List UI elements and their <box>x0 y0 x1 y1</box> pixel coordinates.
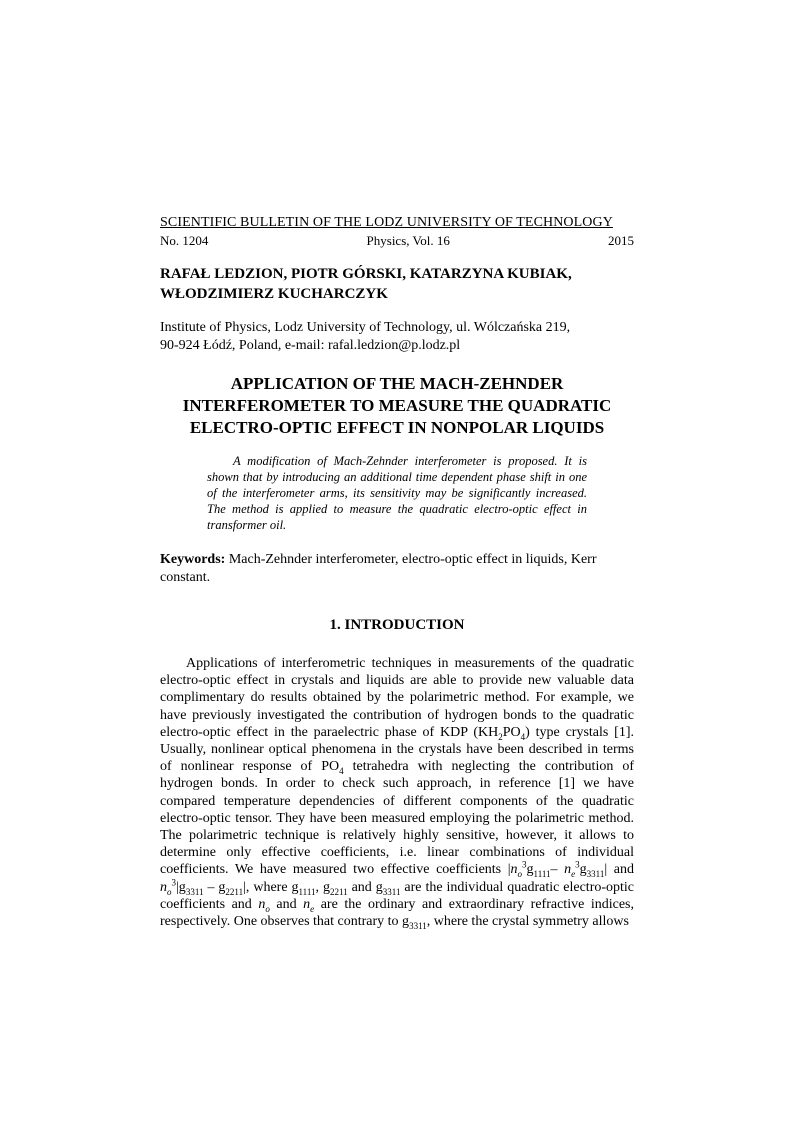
section-heading: 1. INTRODUCTION <box>329 617 465 633</box>
year: 2015 <box>608 233 634 248</box>
paper-title: APPLICATION OF THE MACH-ZEHNDER INTERFEROMETER TO MEASURE THE QUADRATIC ELECTRO-OPTIC EFFECT IN NONPOLAR LIQUIDS <box>182 374 612 437</box>
issue-number: No. 1204 <box>160 233 209 248</box>
journal-title: SCIENTIFIC BULLETIN OF THE LODZ UNIVERSITY OF TECHNOLOGY <box>160 215 613 230</box>
volume: Physics, Vol. 16 <box>366 233 450 248</box>
keywords-text: Mach-Zehnder interferometer, electro-optic effect in liquids, Kerr constant. <box>160 552 597 585</box>
keywords-label: Keywords: <box>160 552 226 567</box>
body-paragraph: Applications of interferometric techniques in measurements of the quadratic electro-optic effect in crystals and liquids are able to provide new valuable data complimentary do results obtained by the polarimetric method. For example, we have previously investigated the contribution of hydrogen bonds to the quadratic electro-optic effect in the paraelectric phase of KDP $(KH_2PO_4)$ type crystals [1]. Usually, nonlinear optical phenomena in the crystals have been described in terms of nonlinear response of $PO_4$ tetrahedra with neglecting the contribution of hydrogen bonds. In order to check such approach, in reference [1] we have compared temperature dependencies of different components of the quadratic electro-optic tensor. They have been measured employing the polarimetric method. The polarimetric technique is relatively highly sensitive, however, it allows to determine only effective coefficients, i.e. linear combinations of individual coefficients. We have measured two effective coefficients $|n_o^3g_{1111}-$ $n_e^3g_{3311}|$ and $n_o^3|g_{3311} - g_{2211}|$, where $g_{1111}$, $g_{2211}$ and $g_{3311}$ are the individual quadratic electro-optic coefficients and $n_o$ and $n_e$ are the ordinary and extraordinary refractive indices, respectively. One observes that contrary to $g_{3311}$, where the crystal symmetry allows <box>160 656 635 931</box>
page <box>160 214 634 930</box>
affiliation <box>160 319 634 355</box>
affiliation-line-1: Institute of Physics, Lodz University of Technology, ul. Wólczańska 219, <box>160 320 571 335</box>
affiliation-line-2: 90-924 Łódź, Poland, e-mail: rafal.ledzion@p.lodz.pl <box>160 338 461 353</box>
journal-info <box>160 232 634 250</box>
abstract: A modification of Mach-Zehnder interferometer is proposed. It is shown that by introducing an additional time dependent phase shift in one of the interferometer arms, its sensitivity may be significantly increased. The method is applied to measure the quadratic electro-optic effect in transformer oil. <box>207 454 587 532</box>
keywords <box>160 551 634 587</box>
authors: RAFAŁ LEDZION, PIOTR GÓRSKI, KATARZYNA KUBIAK, WŁODZIMIERZ KUCHARCZYK <box>160 266 572 302</box>
